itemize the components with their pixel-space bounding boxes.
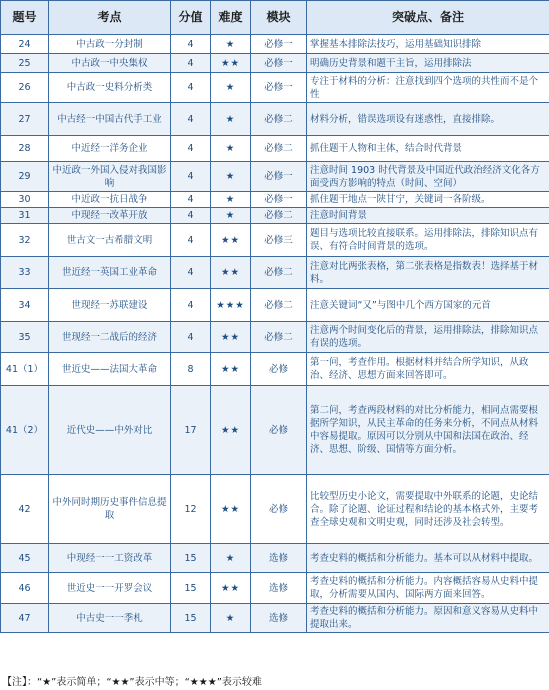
cell-topic: 中古史一一季札 bbox=[49, 604, 171, 633]
table-row bbox=[1, 544, 549, 573]
cell-num: 30 bbox=[1, 192, 49, 208]
cell-difficulty: ★★ bbox=[211, 224, 251, 257]
cell-note: 专注于材料的分析：注意找到四个选项的共性而不是个性 bbox=[307, 73, 549, 103]
header-module: 模块 bbox=[251, 1, 307, 35]
header-note: 突破点、备注 bbox=[307, 1, 549, 35]
cell-note: 第一问，考查作用。根据材料并结合所学知识，从政治、经济、思想方面来回答即可。 bbox=[307, 353, 549, 386]
cell-note: 考查史料的概括和分析能力。原因和意义容易从史料中提取出来。 bbox=[307, 604, 549, 633]
cell-difficulty: ★ bbox=[211, 604, 251, 633]
cell-num: 27 bbox=[1, 103, 49, 136]
cell-num: 46 bbox=[1, 573, 49, 604]
cell-score: 4 bbox=[171, 257, 211, 289]
cell-module: 必修一 bbox=[251, 162, 307, 192]
table-row bbox=[1, 35, 549, 54]
cell-module: 选修 bbox=[251, 544, 307, 573]
cell-score: 4 bbox=[171, 322, 211, 353]
table-row bbox=[1, 573, 549, 604]
cell-score: 8 bbox=[171, 353, 211, 386]
table-row bbox=[1, 257, 549, 289]
cell-note: 注意时间背景 bbox=[307, 208, 549, 224]
cell-difficulty: ★ bbox=[211, 192, 251, 208]
cell-num: 24 bbox=[1, 35, 49, 54]
cell-score: 17 bbox=[171, 386, 211, 475]
header-topic: 考点 bbox=[49, 1, 171, 35]
cell-score: 4 bbox=[171, 35, 211, 54]
cell-difficulty: ★ bbox=[211, 103, 251, 136]
cell-topic: 中近政一外国入侵对我国影响 bbox=[49, 162, 171, 192]
cell-module: 必修二 bbox=[251, 136, 307, 162]
table-row bbox=[1, 103, 549, 136]
header-difficulty: 难度 bbox=[211, 1, 251, 35]
cell-difficulty: ★ bbox=[211, 208, 251, 224]
cell-topic: 近代史——中外对比 bbox=[49, 386, 171, 475]
cell-module: 选修 bbox=[251, 573, 307, 604]
cell-difficulty: ★★ bbox=[211, 353, 251, 386]
cell-difficulty: ★★ bbox=[211, 475, 251, 544]
cell-module: 必修一 bbox=[251, 73, 307, 103]
cell-topic: 中古政一分封制 bbox=[49, 35, 171, 54]
cell-difficulty: ★ bbox=[211, 136, 251, 162]
cell-difficulty: ★★ bbox=[211, 54, 251, 73]
table-row bbox=[1, 604, 549, 633]
cell-note: 考查史料的概括和分析能力。基本可以从材料中提取。 bbox=[307, 544, 549, 573]
table-row bbox=[1, 289, 549, 322]
cell-score: 4 bbox=[171, 103, 211, 136]
cell-difficulty: ★★ bbox=[211, 386, 251, 475]
cell-score: 4 bbox=[171, 73, 211, 103]
cell-note: 注意对比两张表格，第二张表格是指数表！选择基于材料。 bbox=[307, 257, 549, 289]
cell-score: 15 bbox=[171, 544, 211, 573]
table-row bbox=[1, 73, 549, 103]
cell-note: 抓住题干人物和主体，结合时代背景 bbox=[307, 136, 549, 162]
cell-num: 35 bbox=[1, 322, 49, 353]
table-body bbox=[1, 35, 549, 633]
cell-score: 4 bbox=[171, 192, 211, 208]
cell-note: 明确历史背景和题干主旨，运用排除法 bbox=[307, 54, 549, 73]
cell-topic: 中古经一中国古代手工业 bbox=[49, 103, 171, 136]
table-row bbox=[1, 208, 549, 224]
table-row bbox=[1, 54, 549, 73]
table-row bbox=[1, 136, 549, 162]
cell-score: 4 bbox=[171, 208, 211, 224]
cell-difficulty: ★★ bbox=[211, 322, 251, 353]
header-score: 分值 bbox=[171, 1, 211, 35]
cell-topic: 中现经一改革开放 bbox=[49, 208, 171, 224]
cell-topic: 世近史——法国大革命 bbox=[49, 353, 171, 386]
table-row bbox=[1, 386, 549, 475]
table-header bbox=[1, 1, 549, 35]
cell-num: 41（2） bbox=[1, 386, 49, 475]
cell-topic: 中近政一抗日战争 bbox=[49, 192, 171, 208]
cell-module: 必修二 bbox=[251, 257, 307, 289]
cell-difficulty: ★ bbox=[211, 162, 251, 192]
cell-difficulty: ★ bbox=[211, 73, 251, 103]
cell-score: 4 bbox=[171, 136, 211, 162]
cell-topic: 中古政一中央集权 bbox=[49, 54, 171, 73]
cell-num: 41（1） bbox=[1, 353, 49, 386]
cell-num: 26 bbox=[1, 73, 49, 103]
table-row bbox=[1, 322, 549, 353]
cell-module: 必修三 bbox=[251, 224, 307, 257]
cell-topic: 中现经一一工资改革 bbox=[49, 544, 171, 573]
cell-topic: 中近经一洋务企业 bbox=[49, 136, 171, 162]
cell-score: 15 bbox=[171, 604, 211, 633]
cell-topic: 世现经一二战后的经济 bbox=[49, 322, 171, 353]
cell-score: 15 bbox=[171, 573, 211, 604]
cell-score: 4 bbox=[171, 54, 211, 73]
cell-score: 4 bbox=[171, 162, 211, 192]
footnote: 【注】：“★”表示简单；“★★”表示中等；“★★★”表示较难 bbox=[2, 677, 262, 688]
cell-num: 45 bbox=[1, 544, 49, 573]
cell-topic: 世近史一一开罗会议 bbox=[49, 573, 171, 604]
cell-difficulty: ★ bbox=[211, 35, 251, 54]
cell-num: 31 bbox=[1, 208, 49, 224]
cell-num: 34 bbox=[1, 289, 49, 322]
cell-module: 必修二 bbox=[251, 322, 307, 353]
header-num: 题号 bbox=[1, 1, 49, 35]
cell-num: 32 bbox=[1, 224, 49, 257]
cell-module: 必修一 bbox=[251, 192, 307, 208]
cell-difficulty: ★★ bbox=[211, 257, 251, 289]
cell-num: 25 bbox=[1, 54, 49, 73]
cell-note: 注意关键词“又”与图中几个西方国家的元首 bbox=[307, 289, 549, 322]
cell-topic: 中古政一史料分析类 bbox=[49, 73, 171, 103]
cell-module: 必修二 bbox=[251, 289, 307, 322]
cell-module: 选修 bbox=[251, 604, 307, 633]
cell-difficulty: ★★ bbox=[211, 573, 251, 604]
cell-note: 比较型历史小论文，需要提取中外联系的论题，史论结合。除了论题、论证过程和结论的基本格式外，主要考查全球史观和文明史观，同时还涉及社会转型。 bbox=[307, 475, 549, 544]
table-row bbox=[1, 192, 549, 208]
table-row bbox=[1, 353, 549, 386]
cell-module: 必修一 bbox=[251, 35, 307, 54]
cell-topic: 世近经一英国工业革命 bbox=[49, 257, 171, 289]
cell-note: 掌握基本排除法技巧，运用基础知识排除 bbox=[307, 35, 549, 54]
table-row bbox=[1, 475, 549, 544]
cell-note: 注意时间 1903 时代背景及中国近代政治经济文化各方面受西方影响的特点（时间、空间） bbox=[307, 162, 549, 192]
cell-topic: 中外同时期历史事件信息提取 bbox=[49, 475, 171, 544]
cell-score: 4 bbox=[171, 289, 211, 322]
cell-num: 29 bbox=[1, 162, 49, 192]
cell-difficulty: ★★★ bbox=[211, 289, 251, 322]
table-row bbox=[1, 162, 549, 192]
cell-module: 必修 bbox=[251, 353, 307, 386]
cell-module: 必修二 bbox=[251, 103, 307, 136]
cell-topic: 世古文一古希腊文明 bbox=[49, 224, 171, 257]
cell-note: 抓住题干地点一陕甘宁，关键词一各阶级。 bbox=[307, 192, 549, 208]
header-row bbox=[1, 1, 549, 35]
table-row bbox=[1, 224, 549, 257]
cell-num: 33 bbox=[1, 257, 49, 289]
cell-note: 注意两个时间变化后的背景，运用排除法，排除知识点有误的选项。 bbox=[307, 322, 549, 353]
cell-module: 必修 bbox=[251, 475, 307, 544]
cell-topic: 世现经一苏联建设 bbox=[49, 289, 171, 322]
cell-difficulty: ★ bbox=[211, 544, 251, 573]
cell-num: 42 bbox=[1, 475, 49, 544]
cell-num: 28 bbox=[1, 136, 49, 162]
cell-note: 题目与选项比较直接联系。运用排除法，排除知识点有误、有符合时间背景的选项。 bbox=[307, 224, 549, 257]
cell-score: 4 bbox=[171, 224, 211, 257]
cell-note: 材料分析，错误选项设有迷惑性，直接排除。 bbox=[307, 103, 549, 136]
cell-note: 第二问，考查两段材料的对比分析能力，相同点需要根据所学知识，从民主革命的任务来分析，不同点从材料中容易提取。原因可以分别从中国和法国在政治、经济、思想、阶级、国情等方面分析。 bbox=[307, 386, 549, 475]
cell-module: 必修 bbox=[251, 386, 307, 475]
cell-module: 必修一 bbox=[251, 54, 307, 73]
cell-note: 考查史料的概括和分析能力。内容概括容易从史料中提取，分析需要从国内、国际两方面来回答。 bbox=[307, 573, 549, 604]
cell-num: 47 bbox=[1, 604, 49, 633]
cell-module: 必修二 bbox=[251, 208, 307, 224]
cell-score: 12 bbox=[171, 475, 211, 544]
